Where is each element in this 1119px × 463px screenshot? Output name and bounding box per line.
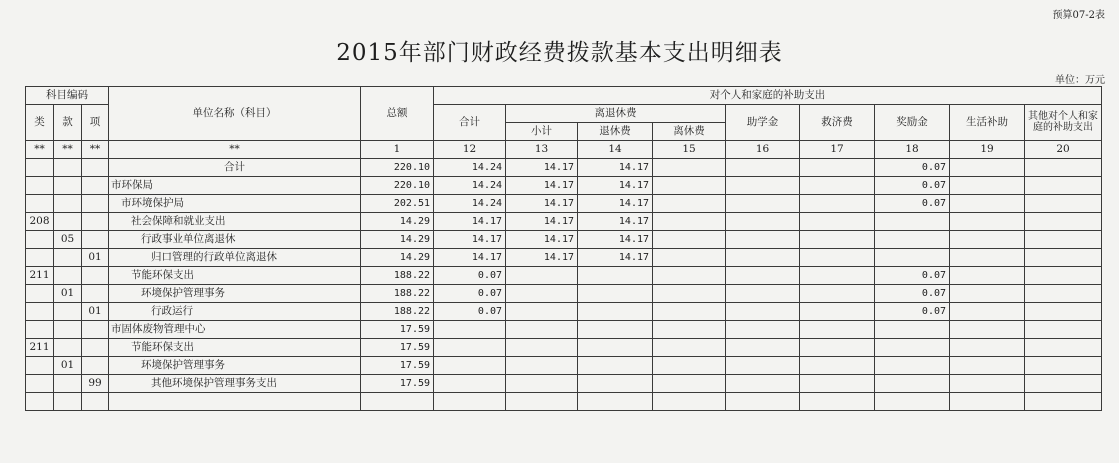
lixiu-cell [653, 393, 726, 411]
col-number: 16 [726, 141, 800, 159]
code-xiang [82, 267, 109, 285]
unit-name-cell: 市环境保护局 [109, 195, 361, 213]
zhuxue-cell [726, 285, 800, 303]
tuixiu-cell: 14.17 [578, 231, 653, 249]
unit-name-cell: 环境保护管理事务 [109, 285, 361, 303]
jiuji-cell [800, 177, 875, 195]
code-kuan: 05 [54, 231, 82, 249]
tuixiu-cell: 14.17 [578, 249, 653, 267]
code-lei: 211 [26, 267, 54, 285]
table-row [26, 285, 1102, 303]
heji-cell: 14.17 [434, 213, 506, 231]
heji-cell [434, 339, 506, 357]
unit-name-cell: 合计 [109, 159, 361, 177]
other-cell [1025, 321, 1102, 339]
jiuji-cell [800, 231, 875, 249]
jiangli-cell: 0.07 [875, 285, 950, 303]
jiuji-cell [800, 321, 875, 339]
code-kuan [54, 249, 82, 267]
code-kuan [54, 195, 82, 213]
zhuxue-cell [726, 321, 800, 339]
other-cell [1025, 177, 1102, 195]
shenghuo-cell [950, 159, 1025, 177]
unit-name-cell: 环境保护管理事务 [109, 357, 361, 375]
code-xiang: 01 [82, 249, 109, 267]
header-other: 其他对个人和家庭的补助支出 [1025, 105, 1102, 141]
code-kuan [54, 393, 82, 411]
table-row [26, 195, 1102, 213]
code-lei [26, 357, 54, 375]
header-retire: 离退休费 [506, 105, 726, 123]
total-cell: 17.59 [361, 375, 434, 393]
xiaoji-cell [506, 375, 578, 393]
unit-name-cell: 社会保障和就业支出 [109, 213, 361, 231]
zhuxue-cell [726, 393, 800, 411]
header-jiuji: 救济费 [800, 105, 875, 141]
header-kuan: 款 [54, 105, 82, 141]
unit-label: 单位：万元 [1055, 75, 1105, 86]
tuixiu-cell [578, 285, 653, 303]
xiaoji-cell [506, 357, 578, 375]
lixiu-cell [653, 249, 726, 267]
zhuxue-cell [726, 195, 800, 213]
other-cell [1025, 393, 1102, 411]
zhuxue-cell [726, 267, 800, 285]
jiangli-cell [875, 357, 950, 375]
heji-cell: 0.07 [434, 285, 506, 303]
jiuji-cell [800, 339, 875, 357]
heji-cell: 14.24 [434, 195, 506, 213]
tuixiu-cell [578, 321, 653, 339]
jiangli-cell: 0.07 [875, 267, 950, 285]
table-row [26, 375, 1102, 393]
heji-cell: 14.17 [434, 231, 506, 249]
jiuji-cell [800, 357, 875, 375]
heji-cell [434, 321, 506, 339]
header-xiang: 项 [82, 105, 109, 141]
expenditure-table [25, 86, 1102, 411]
code-kuan: 01 [54, 285, 82, 303]
zhuxue-cell [726, 303, 800, 321]
table-row [26, 321, 1102, 339]
unit-name-cell: 行政事业单位离退休 [109, 231, 361, 249]
zhuxue-cell [726, 375, 800, 393]
total-cell: 14.29 [361, 213, 434, 231]
jiangli-cell: 0.07 [875, 195, 950, 213]
jiangli-cell [875, 393, 950, 411]
code-kuan [54, 159, 82, 177]
heji-cell [434, 357, 506, 375]
total-cell: 202.51 [361, 195, 434, 213]
lixiu-cell [653, 195, 726, 213]
code-kuan [54, 213, 82, 231]
other-cell [1025, 249, 1102, 267]
zhuxue-cell [726, 357, 800, 375]
tuixiu-cell [578, 339, 653, 357]
tuixiu-cell: 14.17 [578, 195, 653, 213]
header-zhuxue: 助学金 [726, 105, 800, 141]
zhuxue-cell [726, 231, 800, 249]
table-row [26, 177, 1102, 195]
code-lei [26, 177, 54, 195]
shenghuo-cell [950, 267, 1025, 285]
total-cell: 17.59 [361, 339, 434, 357]
tuixiu-cell [578, 393, 653, 411]
code-lei [26, 303, 54, 321]
shenghuo-cell [950, 213, 1025, 231]
code-xiang [82, 393, 109, 411]
total-cell [361, 393, 434, 411]
zhuxue-cell [726, 249, 800, 267]
code-kuan [54, 321, 82, 339]
shenghuo-cell [950, 195, 1025, 213]
jiangli-cell [875, 249, 950, 267]
other-cell [1025, 303, 1102, 321]
code-xiang [82, 177, 109, 195]
lixiu-cell [653, 375, 726, 393]
code-lei [26, 393, 54, 411]
code-xiang: 01 [82, 303, 109, 321]
jiuji-cell [800, 249, 875, 267]
table-row [26, 231, 1102, 249]
tuixiu-cell [578, 267, 653, 285]
lixiu-cell [653, 339, 726, 357]
code-lei [26, 321, 54, 339]
lixiu-cell [653, 177, 726, 195]
col-number: 15 [653, 141, 726, 159]
code-xiang [82, 321, 109, 339]
other-cell [1025, 375, 1102, 393]
header-shenghuo: 生活补助 [950, 105, 1025, 141]
unit-name-cell: 归口管理的行政单位离退休 [109, 249, 361, 267]
code-kuan [54, 303, 82, 321]
heji-cell: 14.17 [434, 249, 506, 267]
unit-name-cell: 其他环境保护管理事务支出 [109, 375, 361, 393]
shenghuo-cell [950, 303, 1025, 321]
jiuji-cell [800, 267, 875, 285]
col-number: 14 [578, 141, 653, 159]
jiangli-cell: 0.07 [875, 303, 950, 321]
jiuji-cell [800, 375, 875, 393]
col-number: 17 [800, 141, 875, 159]
code-xiang [82, 285, 109, 303]
col-number: 19 [950, 141, 1025, 159]
lixiu-cell [653, 321, 726, 339]
form-code: 预算07-2表 [1052, 10, 1105, 21]
code-kuan [54, 375, 82, 393]
tuixiu-cell [578, 375, 653, 393]
lixiu-cell [653, 267, 726, 285]
code-lei: 208 [26, 213, 54, 231]
table-row [26, 159, 1102, 177]
tuixiu-cell: 14.17 [578, 177, 653, 195]
col-number: ** [82, 141, 109, 159]
xiaoji-cell [506, 267, 578, 285]
code-xiang: 99 [82, 375, 109, 393]
col-number: 18 [875, 141, 950, 159]
total-cell: 188.22 [361, 267, 434, 285]
col-number: ** [54, 141, 82, 159]
header-subject-code: 科目编码 [26, 87, 109, 105]
table-row [26, 303, 1102, 321]
heji-cell: 14.24 [434, 159, 506, 177]
heji-cell: 0.07 [434, 303, 506, 321]
tuixiu-cell: 14.17 [578, 159, 653, 177]
zhuxue-cell [726, 213, 800, 231]
total-cell: 14.29 [361, 249, 434, 267]
total-cell: 188.22 [361, 285, 434, 303]
xiaoji-cell [506, 303, 578, 321]
total-cell: 17.59 [361, 357, 434, 375]
other-cell [1025, 213, 1102, 231]
code-lei [26, 375, 54, 393]
total-cell: 188.22 [361, 303, 434, 321]
col-number: 12 [434, 141, 506, 159]
code-lei [26, 249, 54, 267]
header-jiangli: 奖励金 [875, 105, 950, 141]
jiuji-cell [800, 303, 875, 321]
heji-cell [434, 375, 506, 393]
unit-name-cell: 市环保局 [109, 177, 361, 195]
code-xiang [82, 159, 109, 177]
shenghuo-cell [950, 321, 1025, 339]
jiuji-cell [800, 393, 875, 411]
code-lei [26, 285, 54, 303]
shenghuo-cell [950, 177, 1025, 195]
col-number: ** [26, 141, 54, 159]
unit-name-cell: 行政运行 [109, 303, 361, 321]
table-row [26, 267, 1102, 285]
lixiu-cell [653, 357, 726, 375]
header-lixiu: 离休费 [653, 123, 726, 141]
total-cell: 17.59 [361, 321, 434, 339]
xiaoji-cell: 14.17 [506, 213, 578, 231]
header-lei: 类 [26, 105, 54, 141]
xiaoji-cell: 14.17 [506, 177, 578, 195]
other-cell [1025, 159, 1102, 177]
lixiu-cell [653, 231, 726, 249]
jiuji-cell [800, 195, 875, 213]
zhuxue-cell [726, 159, 800, 177]
table-row [26, 393, 1102, 411]
code-kuan [54, 339, 82, 357]
jiuji-cell [800, 159, 875, 177]
jiuji-cell [800, 285, 875, 303]
column-number-row [26, 141, 1102, 159]
shenghuo-cell [950, 285, 1025, 303]
header-total: 总额 [361, 87, 434, 141]
tuixiu-cell [578, 357, 653, 375]
heji-cell: 0.07 [434, 267, 506, 285]
code-lei: 211 [26, 339, 54, 357]
total-cell: 220.10 [361, 177, 434, 195]
jiangli-cell: 0.07 [875, 159, 950, 177]
page-title: 2015年部门财政经费拨款基本支出明细表 [336, 40, 783, 66]
code-lei [26, 195, 54, 213]
header-xiaoji: 小计 [506, 123, 578, 141]
other-cell [1025, 339, 1102, 357]
header-heji: 合计 [434, 105, 506, 141]
tuixiu-cell: 14.17 [578, 213, 653, 231]
xiaoji-cell: 14.17 [506, 195, 578, 213]
code-kuan [54, 177, 82, 195]
table-row [26, 357, 1102, 375]
col-number: 1 [361, 141, 434, 159]
table-row [26, 339, 1102, 357]
col-number: 20 [1025, 141, 1102, 159]
xiaoji-cell [506, 321, 578, 339]
code-xiang [82, 231, 109, 249]
jiangli-cell [875, 213, 950, 231]
jiangli-cell [875, 339, 950, 357]
header-subsidy: 对个人和家庭的补助支出 [434, 87, 1102, 105]
code-xiang [82, 213, 109, 231]
other-cell [1025, 267, 1102, 285]
shenghuo-cell [950, 249, 1025, 267]
jiangli-cell [875, 231, 950, 249]
code-lei [26, 231, 54, 249]
xiaoji-cell: 14.17 [506, 159, 578, 177]
jiangli-cell: 0.07 [875, 177, 950, 195]
table-row [26, 249, 1102, 267]
tuixiu-cell [578, 303, 653, 321]
total-cell: 14.29 [361, 231, 434, 249]
other-cell [1025, 195, 1102, 213]
table-row [26, 213, 1102, 231]
jiuji-cell [800, 213, 875, 231]
shenghuo-cell [950, 375, 1025, 393]
jiangli-cell [875, 375, 950, 393]
header-unit-name: 单位名称（科目） [109, 87, 361, 141]
xiaoji-cell [506, 393, 578, 411]
xiaoji-cell [506, 339, 578, 357]
header-tuixiu: 退休费 [578, 123, 653, 141]
shenghuo-cell [950, 357, 1025, 375]
lixiu-cell [653, 213, 726, 231]
unit-name-cell [109, 393, 361, 411]
total-cell: 220.10 [361, 159, 434, 177]
code-kuan: 01 [54, 357, 82, 375]
code-xiang [82, 339, 109, 357]
xiaoji-cell [506, 285, 578, 303]
unit-name-cell: 节能环保支出 [109, 267, 361, 285]
code-lei [26, 159, 54, 177]
code-xiang [82, 195, 109, 213]
xiaoji-cell: 14.17 [506, 249, 578, 267]
lixiu-cell [653, 285, 726, 303]
unit-name-cell: 节能环保支出 [109, 339, 361, 357]
col-number: ** [109, 141, 361, 159]
shenghuo-cell [950, 339, 1025, 357]
xiaoji-cell: 14.17 [506, 231, 578, 249]
code-kuan [54, 267, 82, 285]
col-number: 13 [506, 141, 578, 159]
lixiu-cell [653, 303, 726, 321]
other-cell [1025, 285, 1102, 303]
shenghuo-cell [950, 393, 1025, 411]
zhuxue-cell [726, 177, 800, 195]
other-cell [1025, 231, 1102, 249]
shenghuo-cell [950, 231, 1025, 249]
jiangli-cell [875, 321, 950, 339]
unit-name-cell: 市固体废物管理中心 [109, 321, 361, 339]
other-cell [1025, 357, 1102, 375]
heji-cell: 14.24 [434, 177, 506, 195]
zhuxue-cell [726, 339, 800, 357]
heji-cell [434, 393, 506, 411]
code-xiang [82, 357, 109, 375]
lixiu-cell [653, 159, 726, 177]
